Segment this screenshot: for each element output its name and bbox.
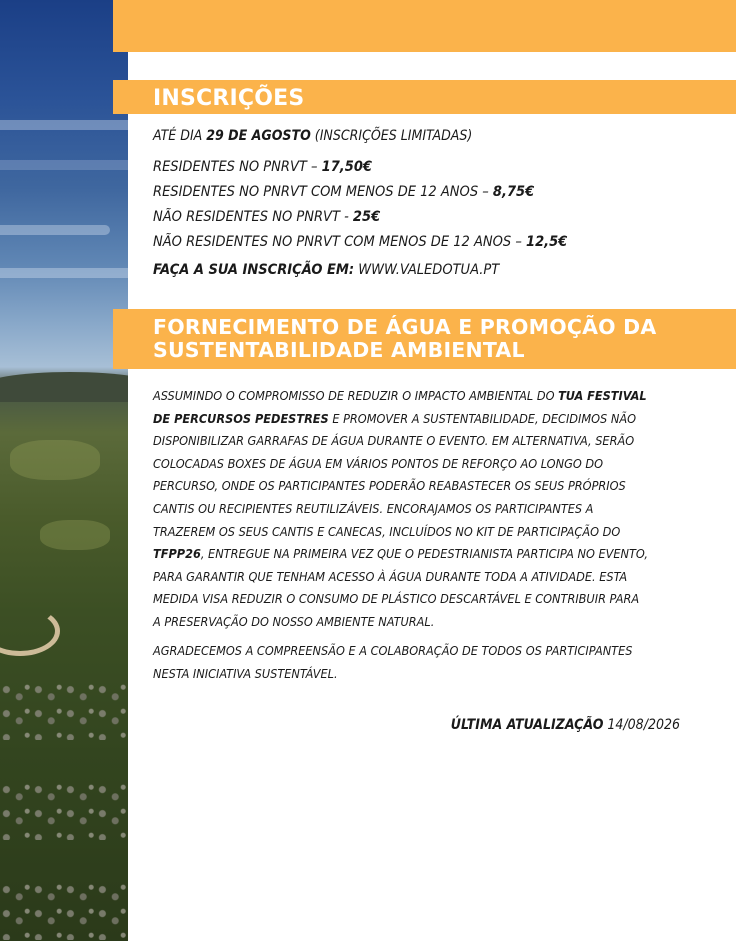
- paragraph-text: PARA GARANTIR QUE TENHAM ACESSO À ÁGUA DURANTE TODA A ATIVIDADE. ESTA: [153, 568, 628, 584]
- section-title-agua: [153, 316, 656, 362]
- paragraph-text: A PRESERVAÇÃO DO NOSSO AMBIENTE NATURAL.: [153, 613, 435, 629]
- price-item: [153, 155, 567, 180]
- deadline-note: (INSCRIÇÕES LIMITADAS): [310, 128, 473, 144]
- paragraph-text: AGRADECEMOS A COMPREENSÃO E A COLABORAÇÃO DE TODOS OS PARTICIPANTES: [153, 643, 633, 658]
- paragraph-text: MEDIDA VISA REDUZIR O CONSUMO DE PLÁSTICO DESCARTÁVEL E CONTRIBUIR PARA: [153, 591, 640, 607]
- price-item: [153, 205, 567, 230]
- price-value: 8,75€: [492, 184, 535, 200]
- paragraph-text: TRAZEREM OS SEUS CANTIS E CANECAS, INCLUÍDOS NO KIT DE PARTICIPAÇÃO DO: [153, 523, 621, 539]
- landscape-photo: [0, 0, 128, 941]
- deadline-date: 29 DE AGOSTO: [206, 128, 311, 144]
- signup-link[interactable]: WWW.VALEDOTUA.PT: [354, 262, 500, 278]
- festival-name: DE PERCURSOS PEDESTRES: [153, 410, 329, 426]
- deadline-prefix: ATÉ DIA: [153, 128, 207, 144]
- price-value: 12,5€: [526, 234, 568, 250]
- top-accent-bar: [113, 0, 736, 52]
- signup-label: FAÇA A SUA INSCRIÇÃO EM:: [153, 262, 355, 278]
- price-label: RESIDENTES NO PNRVT COM MENOS DE 12 ANOS –: [153, 184, 493, 200]
- last-update-label: ÚLTIMA ATUALIZAÇÃO: [450, 717, 604, 733]
- last-update-date: 14/08/2026: [603, 717, 680, 733]
- signup-line: [153, 262, 499, 278]
- price-value: 17,50€: [321, 159, 372, 175]
- section-title-line: FORNECIMENTO DE ÁGUA E PROMOÇÃO DA: [153, 315, 657, 339]
- agua-paragraph-1: [153, 385, 648, 634]
- paragraph-text: COLOCADAS BOXES DE ÁGUA EM VÁRIOS PONTOS DE REFORÇO AO LONGO DO: [153, 455, 604, 471]
- deadline-line: [153, 128, 472, 144]
- paragraph-text: NESTA INICIATIVA SUSTENTÁVEL.: [153, 665, 338, 681]
- price-item: [153, 180, 567, 205]
- section-title-line: SUSTENTABILIDADE AMBIENTAL: [153, 338, 525, 362]
- paragraph-text: ASSUMINDO O COMPROMISSO DE REDUZIR O IMPACTO AMBIENTAL DO: [153, 388, 559, 403]
- price-item: [153, 230, 567, 255]
- last-update: [451, 717, 680, 733]
- price-value: 25€: [352, 209, 381, 225]
- festival-name: TUA FESTIVAL: [558, 388, 647, 403]
- paragraph-text: DISPONIBILIZAR GARRAFAS DE ÁGUA DURANTE O EVENTO. EM ALTERNATIVA, SERÃO: [153, 433, 635, 449]
- kit-name: TFPP26: [153, 546, 201, 562]
- price-label: RESIDENTES NO PNRVT –: [153, 159, 322, 175]
- paragraph-text: CANTIS OU RECIPIENTES REUTILIZÁVEIS. ENCORAJAMOS OS PARTICIPANTES A: [153, 500, 594, 516]
- section-title-inscricoes: INSCRIÇÕES: [153, 86, 305, 111]
- price-list: [153, 155, 567, 255]
- agua-paragraph-2: [153, 640, 632, 685]
- price-label: NÃO RESIDENTES NO PNRVT -: [153, 209, 353, 225]
- paragraph-text: , ENTREGUE NA PRIMEIRA VEZ QUE O PEDESTRIANISTA PARTICIPA NO EVENTO,: [200, 546, 648, 562]
- price-label: NÃO RESIDENTES NO PNRVT COM MENOS DE 12 ANOS –: [153, 234, 526, 250]
- paragraph-text: PERCURSO, ONDE OS PARTICIPANTES PODERÃO REABASTECER OS SEUS PRÓPRIOS: [153, 478, 626, 494]
- paragraph-text: E PROMOVER A SUSTENTABILIDADE, DECIDIMOS NÃO: [328, 410, 636, 426]
